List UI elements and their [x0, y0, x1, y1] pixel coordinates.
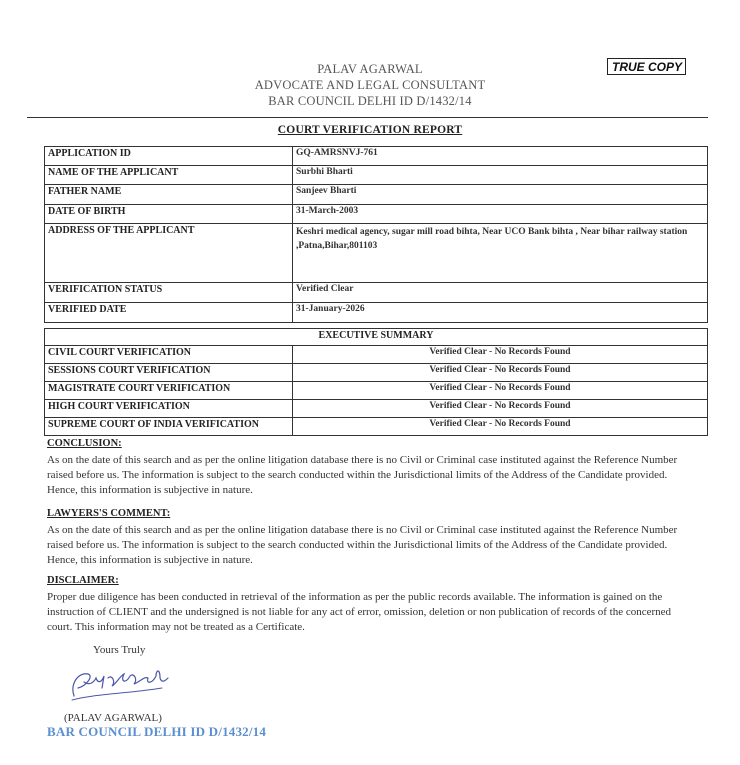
table-row	[45, 166, 708, 185]
row-label: VERIFIED DATE	[45, 303, 293, 323]
table-row	[45, 364, 708, 382]
header-divider	[27, 117, 708, 118]
table-row	[45, 205, 708, 224]
court-result: Verified Clear - No Records Found	[293, 400, 708, 418]
row-value: 31-January-2026	[293, 303, 708, 323]
court-result: Verified Clear - No Records Found	[293, 364, 708, 382]
row-value: Verified Clear	[293, 283, 708, 303]
court-result: Verified Clear - No Records Found	[293, 418, 708, 436]
row-label: FATHER NAME	[45, 185, 293, 205]
lawyers-comment-heading: LAWYERS'S COMMENT:	[47, 508, 171, 519]
disclaimer-heading: DISCLAIMER:	[47, 575, 119, 586]
true-copy-stamp: TRUE COPY	[607, 58, 686, 75]
court-label: HIGH COURT VERIFICATION	[45, 400, 293, 418]
table-row	[45, 400, 708, 418]
court-label: CIVIL COURT VERIFICATION	[45, 346, 293, 364]
table-row	[45, 418, 708, 436]
conclusion-heading: CONCLUSION:	[47, 438, 122, 449]
table-row	[45, 224, 708, 283]
court-label: MAGISTRATE COURT VERIFICATION	[45, 382, 293, 400]
executive-summary-heading: EXECUTIVE SUMMARY	[45, 329, 708, 346]
table-row	[45, 346, 708, 364]
advocate-name: PALAV AGARWAL	[317, 62, 423, 76]
table-row	[45, 283, 708, 303]
executive-summary-table	[44, 328, 708, 436]
row-value: GQ-AMRSNVJ-761	[293, 147, 708, 166]
letterhead-bar-id: BAR COUNCIL DELHI ID D/1432/14	[268, 94, 472, 108]
advocate-title: ADVOCATE AND LEGAL CONSULTANT	[254, 78, 486, 92]
court-label: SUPREME COURT OF INDIA VERIFICATION	[45, 418, 293, 436]
row-label: NAME OF THE APPLICANT	[45, 166, 293, 185]
court-result: Verified Clear - No Records Found	[293, 382, 708, 400]
row-value: Surbhi Bharti	[293, 166, 708, 185]
court-label: SESSIONS COURT VERIFICATION	[45, 364, 293, 382]
disclaimer-text: Proper due diligence has been conducted in retrieval of the information as per the public records available. The information is gained on the instruction of CLIENT and the undersigned is not liable for any act of error, omission, deletion or non publication of records of the concerned court. This information may not be treated as a Certificate.	[47, 591, 672, 633]
lawyers-comment-text: As on the date of this search and as per the online litigation database there is no Civil or Criminal case instituted against the Reference Number raised before us. The information is subject to the search conducted within the Jurisdictional limits of the Address of the Candidate provided. Hence, this information is subjective in nature.	[47, 524, 678, 566]
table-row	[45, 185, 708, 205]
row-value: 31-March-2003	[293, 205, 708, 224]
table-row	[45, 382, 708, 400]
court-result: Verified Clear - No Records Found	[293, 346, 708, 364]
signature-image	[64, 664, 174, 704]
signatory-name: (PALAV AGARWAL)	[64, 712, 162, 724]
applicant-details-table	[44, 146, 708, 323]
row-value: Sanjeev Bharti	[293, 185, 708, 205]
conclusion-text: As on the date of this search and as per the online litigation database there is no Civil or Criminal case instituted against the Reference Number raised before us. The information is subject to the search conducted within the Jurisdictional limits of the Address of the Candidate provided. Hence, this information is subjective in nature.	[47, 454, 678, 496]
table-row	[45, 147, 708, 166]
salutation: Yours Truly	[93, 644, 146, 656]
row-label: VERIFICATION STATUS	[45, 283, 293, 303]
row-label: ADDRESS OF THE APPLICANT	[45, 224, 293, 283]
row-value: Keshri medical agency, sugar mill road bihta, Near UCO Bank bihta , Near bihar railway station ,Patna,Bihar,801103	[293, 224, 708, 283]
row-label: APPLICATION ID	[45, 147, 293, 166]
row-label: DATE OF BIRTH	[45, 205, 293, 224]
report-title: COURT VERIFICATION REPORT	[277, 124, 463, 136]
table-row	[45, 303, 708, 323]
signatory-bar-id: BAR COUNCIL DELHI ID D/1432/14	[47, 724, 267, 739]
table-header-row	[45, 329, 708, 346]
